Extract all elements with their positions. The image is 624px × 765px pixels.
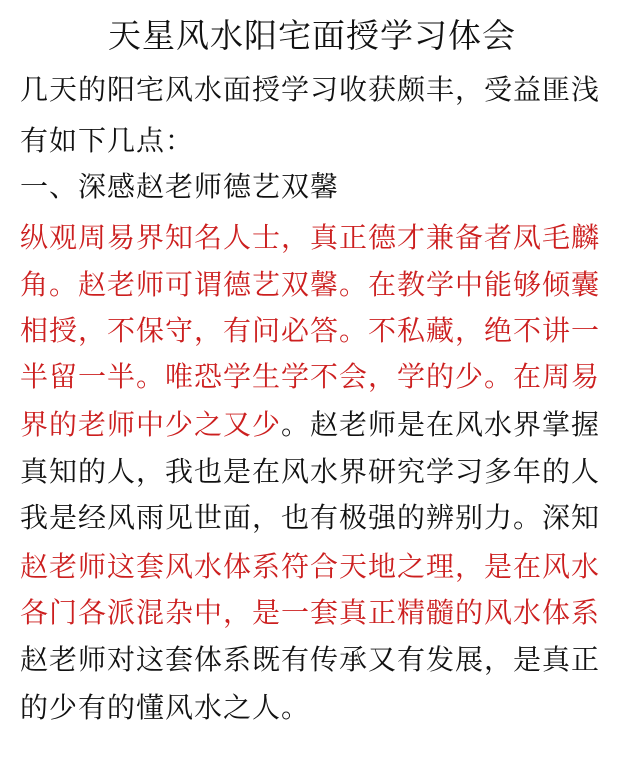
body-line-9 [20, 452, 600, 492]
body-text: 我是经风雨见世面，也有极强的辨别力。深知 [20, 501, 601, 534]
body-line-10 [20, 498, 600, 538]
body-text: 的少有的懂风水之人。 [20, 691, 311, 724]
body-line-8 [20, 405, 600, 445]
body-line-1 [20, 70, 600, 110]
body-line-14 [20, 688, 310, 728]
body-text: 有如下几点： [20, 124, 195, 157]
body-text: 赵老师对这套体系既有传承又有发展，是真正 [20, 643, 601, 676]
highlighted-text: 角。赵老师可谓德艺双馨。在教学中能够倾囊 [20, 268, 601, 301]
body-line-7 [20, 357, 600, 397]
body-text: 真知的人，我也是在风水界研究学习多年的人 [20, 455, 601, 488]
body-text: 。赵老师是在风水界掌握 [281, 408, 601, 441]
section-heading [20, 167, 339, 207]
highlighted-text: 纵观周易界知名人士，真正德才兼备者凤毛麟 [20, 221, 601, 254]
highlighted-text: 半留一半。唯恐学生学不会，学的少。在周易 [20, 360, 601, 393]
body-line-11 [20, 547, 600, 587]
body-line-4 [20, 218, 600, 258]
highlighted-text: 各门各派混杂中，是一套真正精髓的风水体系 [20, 596, 601, 629]
section-heading-text: 一、深感赵老师德艺双馨 [20, 170, 340, 203]
highlighted-text: 赵老师这套风水体系符合天地之理，是在风水 [20, 550, 601, 583]
body-line-12 [20, 593, 600, 633]
body-line-5 [20, 265, 600, 305]
highlighted-text: 相授，不保守，有问必答。不私藏，绝不讲一 [20, 314, 601, 347]
highlighted-text: 界的老师中少之又少 [20, 408, 282, 441]
body-line-13 [20, 640, 600, 680]
body-line-2 [20, 121, 194, 161]
document-title: 天星风水阳宅面授学习体会 [108, 16, 516, 55]
body-text: 几天的阳宅风水面授学习收获颇丰，受益匪浅 [20, 73, 601, 106]
body-line-6 [20, 311, 600, 351]
